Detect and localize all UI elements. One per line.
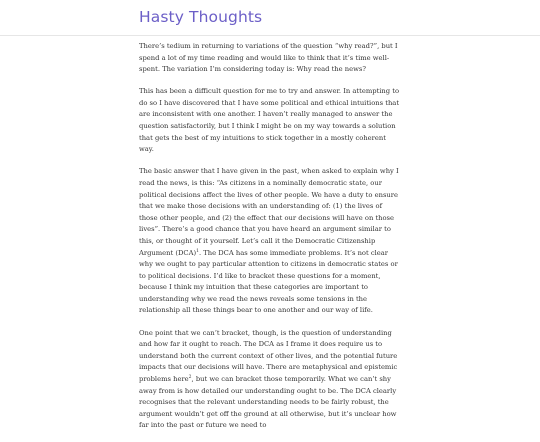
paragraph-4-text-b: , but we can bracket those temporarily. What we can’t shy away from is how detailed our understanding ought to be. The DCA clearly recognises that the relevant understanding needs to be fairly robust, the argument wouldn’t get off the ground at all otherwise, but it’s unclear how far into the past or future we need to	[139, 374, 397, 430]
paragraph-2: This has been a difficult question for me to try and answer. In attempting to do so I have discovered that I have some political and ethical intuitions that are inconsistent with one another. I haven’t really managed to answer the question satisfactorily, but I think I might be on my way towards a solution that gets the best of my intuitions to stick together in a mostly coherent way.	[139, 87, 400, 154]
paragraph-1: There’s tedium in returning to variations of the question “why read?”, but I spend a lot of my time reading and would like to think that it’s time well-spent. The variation I’m considering today is: Why read the news?	[139, 42, 398, 74]
paragraph-3-text-a: The basic answer that I have given in the past, when asked to explain why I read the news, is this: “As citizens in a nominally democratic state, our political decisions affect the lives of other people. We have a duty to ensure that we make those decisions with an understanding of: (1) the lives of those other people, and (2) the effect that our decisions will have on those lives”. There’s a good chance that you have heard an argument similar to this, or thought of it yourself. Let’s call it the Democratic Citizenship Argument (DCA)	[139, 167, 399, 257]
paragraph-4	[139, 328, 402, 432]
paragraph-3	[139, 166, 402, 317]
site-title-link[interactable]: Hasty Thoughts	[139, 8, 263, 26]
footnote-ref-1[interactable]: 1	[196, 248, 199, 254]
site-header	[0, 0, 540, 36]
paragraph-3-text-b: . The DCA has some immediate problems. It’s not clear why we ought to pay particular attention to citizens in democratic states or to political decisions. I’d like to bracket these questions for a moment, because I think my intuition that these categories are important to understanding why we read the news reveals some tensions in the relationship all these things bear to one another and our way of life.	[139, 248, 398, 315]
article-body	[139, 41, 402, 442]
paragraph-4-text-a: One point that we can’t bracket, though, is the question of understanding and how far it ought to reach. The DCA as I frame it does require us to understand both the current context of other lives, and the potential future impacts that our decisions will have. There are metaphysical and epistemic problems here	[139, 328, 398, 383]
footnote-ref-2[interactable]: 2	[188, 374, 192, 380]
